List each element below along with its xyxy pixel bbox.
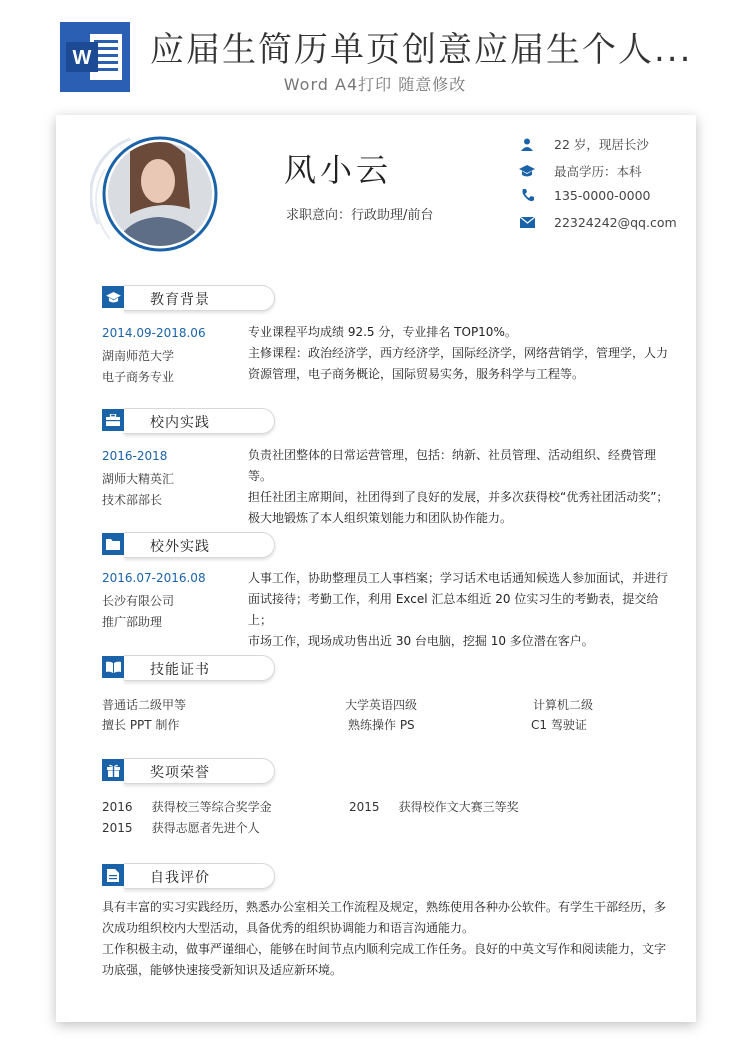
section-title: 技能证书 (150, 662, 210, 678)
text-line: 主修课程：政治经济学，西方经济学，国际经济学，网络营销学，管理学，人力 (248, 346, 669, 360)
section-title: 校外实践 (150, 539, 210, 555)
text-line: 负责社团整体的日常运营管理，包括：纳新、社员管理、活动组织、经费管理等。 (248, 448, 657, 483)
section-title: 校内实践 (150, 415, 210, 431)
skill-item: 普通话二级甲等 (102, 698, 187, 712)
folder-icon (102, 533, 124, 555)
education-major: 电子商务专业 (102, 370, 175, 384)
candidate-name: 风小云 (284, 151, 393, 189)
info-text: 135-0000-0000 (554, 188, 651, 203)
document-title: 应届生简历单页创意应届生个人... (150, 30, 693, 70)
graduation-cap-icon (102, 286, 124, 308)
external-company: 长沙有限公司 (102, 594, 175, 608)
skill-item: 计算机二级 (533, 698, 594, 712)
text-line: 担任社团主席期间，社团得到了良好的发展，并多次获得校“优秀社团活动奖”； (248, 490, 669, 504)
info-age-location (518, 135, 649, 153)
campus-role: 技术部部长 (102, 493, 163, 507)
svg-text:W: W (72, 47, 92, 69)
skill-item: 熟练操作 PS (348, 718, 415, 732)
award-text: 获得校三等综合奖学金 (151, 800, 272, 814)
text-line: 极大地锻炼了本人组织策划能力和团队协作能力。 (248, 511, 513, 525)
campus-description (248, 445, 678, 529)
text-line: 市场工作，现场成功售出近 30 台电脑，挖掘 10 多位潜在客户。 (248, 634, 594, 648)
info-education (518, 162, 642, 180)
text-line: 工作积极主动，做事严谨细心，能够在时间节点内顺利完成工作任务。良好的中英文写作和阅读能力，文字 (102, 942, 667, 956)
section-title: 自我评价 (150, 870, 210, 886)
resume-page (56, 115, 696, 1022)
info-phone[interactable] (518, 188, 651, 203)
award-item (349, 798, 519, 815)
document-icon (102, 864, 124, 886)
award-year: 2015 (349, 800, 380, 814)
text-line: 专业课程平均成绩 92.5 分，专业排名 TOP10%。 (248, 325, 517, 339)
education-school: 湖南师范大学 (102, 349, 175, 363)
graduation-cap-icon (518, 164, 536, 178)
skill-item: 擅长 PPT 制作 (102, 718, 180, 732)
mail-icon (518, 216, 536, 230)
job-intent: 求职意向：行政助理/前台 (286, 208, 434, 223)
person-icon (518, 137, 536, 151)
skill-item: 大学英语四级 (345, 698, 418, 712)
text-line: 次成功组织校内大型活动，具备优秀的组织协调能力和语言沟通能力。 (102, 921, 475, 935)
document-header (0, 0, 750, 110)
award-year: 2016 (102, 800, 133, 814)
gift-icon (102, 759, 124, 781)
text-line: 功底强，能够快速接受新知识及适应新环境。 (102, 963, 343, 977)
self-evaluation-text (102, 897, 682, 981)
text-line: 资源管理，电子商务概论，国际贸易实务，服务科学与工程等。 (248, 367, 585, 381)
section-title: 教育背景 (150, 292, 210, 308)
info-text: 22324242@qq.com (554, 215, 677, 230)
section-title: 奖项荣誉 (150, 765, 210, 781)
info-text: 最高学历：本科 (554, 164, 642, 179)
info-email[interactable] (518, 215, 677, 230)
avatar (90, 129, 220, 259)
briefcase-icon (102, 409, 124, 431)
external-role: 推广部助理 (102, 615, 163, 629)
profile-photo (90, 129, 220, 259)
document-subtitle: Word A4打印 随意修改 (283, 75, 467, 94)
award-text: 获得校作文大赛三等奖 (398, 800, 519, 814)
phone-icon (518, 189, 536, 203)
education-description (248, 322, 678, 385)
text-line: 人事工作，协助整理员工人事档案；学习话术电话通知候选人参加面试，并进行 (248, 571, 669, 585)
info-text: 22 岁，现居长沙 (554, 137, 649, 152)
education-date: 2014.09-2018.06 (102, 326, 206, 340)
campus-org: 湖师大精英汇 (102, 472, 175, 486)
award-text: 获得志愿者先进个人 (151, 821, 260, 835)
external-date: 2016.07-2016.08 (102, 571, 206, 585)
award-item (102, 819, 260, 836)
skill-item: C1 驾驶证 (531, 718, 587, 732)
award-year: 2015 (102, 821, 133, 835)
campus-date: 2016-2018 (102, 449, 168, 463)
book-icon (102, 656, 124, 678)
external-description (248, 568, 678, 652)
text-line: 具有丰富的实习实践经历，熟悉办公室相关工作流程及规定，熟练使用各种办公软件。有学生干部经历，多 (102, 900, 667, 914)
award-item (102, 798, 272, 815)
text-line: 面试接待；考勤工作，利用 Excel 汇总本组近 20 位实习生的考勤表，提交给上； (248, 592, 659, 627)
